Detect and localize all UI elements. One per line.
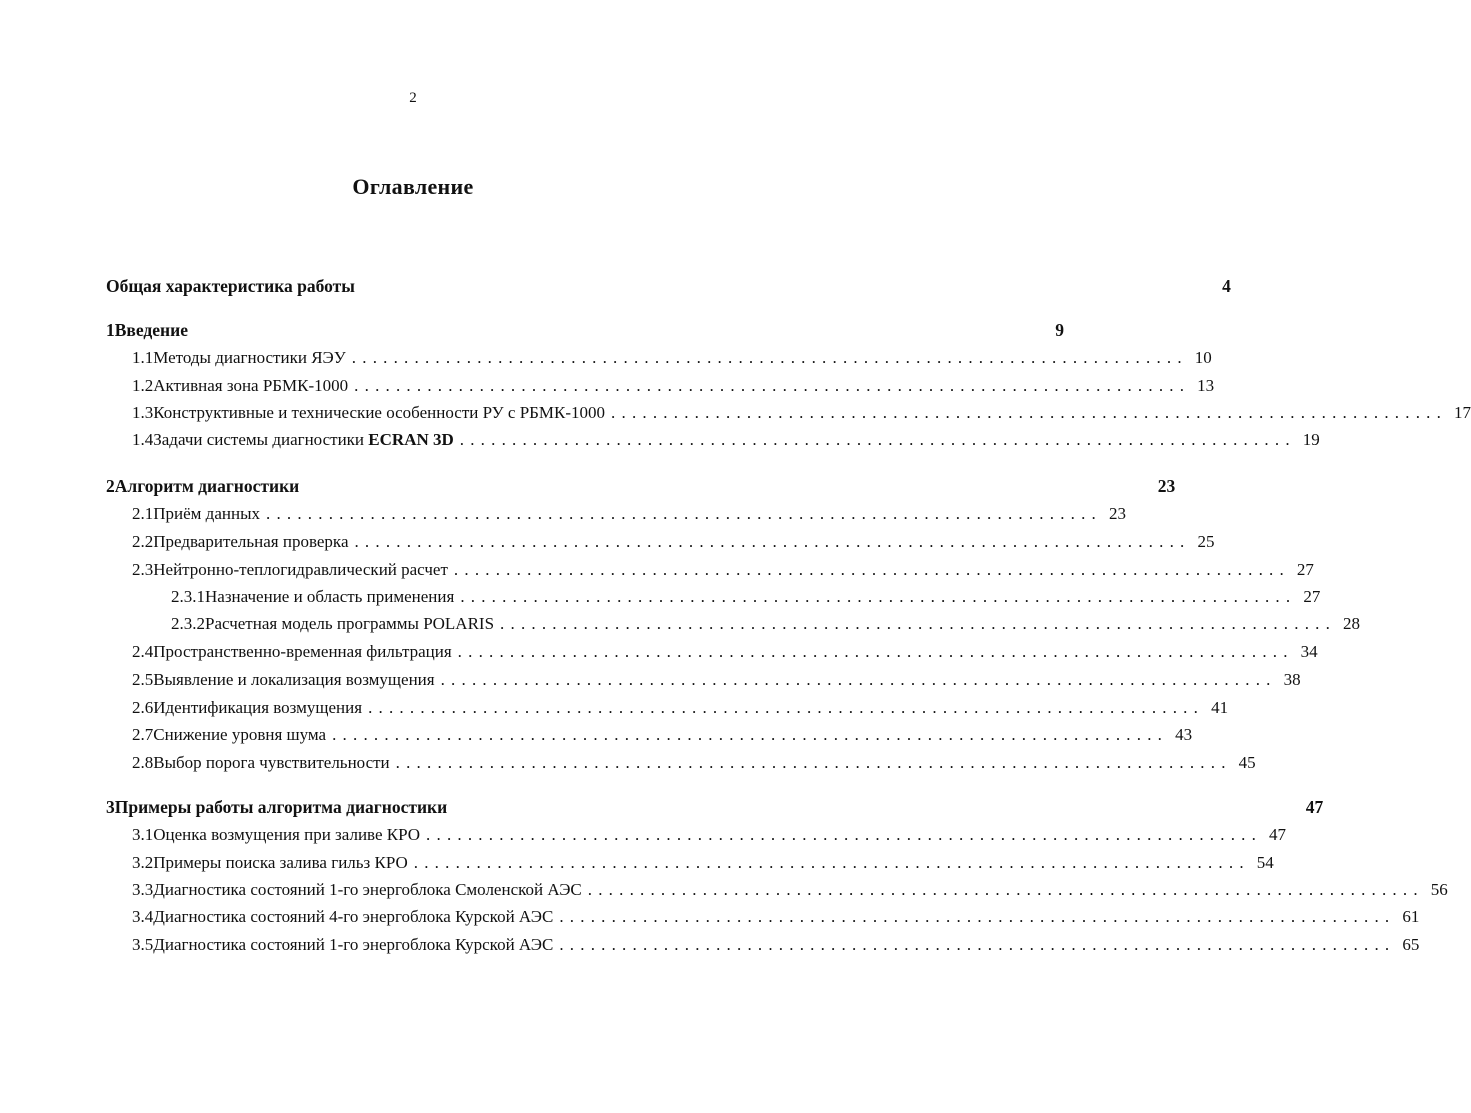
entry-page-number: 47 [1269,825,1287,844]
toc-chapter-entry [106,275,1231,297]
entry-title: Конструктивные и технические особенности РУ с РБМК-1000 [153,403,606,422]
toc-section-entry [132,852,1274,874]
toc-section-entry [132,934,1420,956]
dot-leader: ................................................................................ [559,935,1396,954]
toc-section-entry [132,752,1256,774]
entry-title: Диагностика состояний 4-го энергоблока Курской АЭС [153,907,554,926]
entry-number: 2.2 [132,532,154,551]
dot-leader: ................................................................................ [395,753,1232,772]
toc-chapter-entry [106,796,1324,818]
dot-leader: ................................................................................ [611,403,1448,422]
toc-section-entry [132,879,1448,901]
toc-section-entry [132,697,1229,719]
entry-page-number: 23 [1157,476,1176,496]
dot-leader: ................................................................................ [559,907,1396,926]
toc-subsection-entry [171,613,1361,635]
dot-leader: ................................................................................ [332,725,1169,744]
entry-number: 1.4 [132,430,154,449]
toc-subsection-entry [171,586,1321,608]
dot-leader: ................................................................................ [460,587,1297,606]
entry-page-number: 19 [1302,430,1320,449]
toc-section-entry [132,559,1314,581]
entry-page-number: 56 [1430,880,1448,899]
dot-leader: ................................................................................ [368,698,1205,717]
entry-number: 2.3 [132,560,154,579]
entry-number: 1.1 [132,348,154,367]
toc-section-entry [132,531,1215,553]
entry-title: Оценка возмущения при заливе КРО [153,825,421,844]
entry-page-number: 28 [1343,614,1361,633]
entry-page-number: 4 [1222,276,1231,296]
entry-title: Алгоритм диагностики [114,476,300,496]
entry-number: 3.3 [132,880,154,899]
entry-page-number: 45 [1238,753,1256,772]
entry-number: 2 [106,476,115,496]
toc-section-entry [132,375,1215,397]
dot-leader: ................................................................................ [354,376,1191,395]
toc-title: Оглавление [352,174,474,199]
entry-title: Задачи системы диагностики [153,430,365,449]
toc-section-entry [132,669,1301,691]
toc-section-entry [132,824,1287,846]
entry-page-number: 13 [1197,376,1215,395]
entry-page-number: 65 [1402,935,1420,954]
toc-section-entry [132,503,1126,525]
entry-title: Расчетная модель программы POLARIS [205,614,495,633]
entry-page-number: 61 [1402,907,1420,926]
entry-title: Примеры работы алгоритма диагностики [114,797,448,817]
entry-title: Диагностика состояний 1-го энергоблока Курской АЭС [153,935,554,954]
entry-title: Приём данных [153,504,260,523]
entry-number: 2.7 [132,725,154,744]
entry-title: Идентификация возмущения [153,698,363,717]
dot-leader: ................................................................................ [413,853,1250,872]
dot-leader: ................................................................................ [587,880,1424,899]
dot-leader: ................................................................................ [354,532,1191,551]
toc-section-entry [132,906,1420,928]
entry-title: Нейтронно-теплогидравлический расчет [153,560,448,579]
toc-section-entry [132,641,1318,663]
entry-title: Методы диагностики ЯЭУ [153,348,346,367]
page-number: 2 [409,90,417,106]
entry-page-number: 38 [1283,670,1301,689]
entry-title: Введение [114,320,188,340]
entry-number: 3.5 [132,935,154,954]
dot-leader: ................................................................................ [351,348,1188,367]
entry-number: 2.3.1 [171,587,205,606]
entry-number: 1.3 [132,403,154,422]
entry-page-number: 17 [1454,403,1471,422]
entry-title: Выбор порога чувствительности [153,753,390,772]
entry-number: 2.1 [132,504,154,523]
entry-number: 2.4 [132,642,154,661]
entry-page-number: 25 [1197,532,1215,551]
dot-leader: ................................................................................ [426,825,1263,844]
dot-leader: ................................................................................ [457,642,1294,661]
entry-title: Пространственно-временная фильтрация [153,642,452,661]
dot-leader: ................................................................................ [440,670,1277,689]
entry-title: Выявление и локализация возмущения [153,670,435,689]
entry-page-number: 23 [1109,504,1126,523]
entry-number: 1 [106,320,115,340]
toc-section-entry [132,347,1212,369]
entry-page-number: 34 [1300,642,1318,661]
entry-page-number: 10 [1194,348,1212,367]
entry-title: Диагностика состояний 1-го энергоблока Смоленской АЭС [153,880,582,899]
toc-section-entry [132,724,1193,746]
entry-page-number: 47 [1305,797,1324,817]
dot-leader: ................................................................................ [453,560,1290,579]
entry-number: 2.6 [132,698,154,717]
entry-title: Активная зона РБМК-1000 [153,376,349,395]
entry-page-number: 41 [1211,698,1229,717]
dot-leader: ................................................................................ [266,504,1102,523]
entry-title-bold: ECRAN 3D [368,430,454,449]
entry-number: 1.2 [132,376,154,395]
entry-page-number: 27 [1296,560,1314,579]
entry-number: 2.8 [132,753,154,772]
entry-number: 2.3.2 [171,614,205,633]
toc-chapter-entry [106,319,1064,341]
entry-page-number: 43 [1175,725,1193,744]
entry-number: 3 [106,797,115,817]
entry-title: Общая характеристика работы [106,276,355,296]
entry-number: 2.5 [132,670,154,689]
entry-title: Предварительная проверка [153,532,349,551]
entry-number: 3.4 [132,907,154,926]
dot-leader: ................................................................................ [459,430,1296,449]
toc-section-entry [132,429,1320,451]
entry-title: Снижение уровня шума [153,725,327,744]
toc-section-entry [132,402,1471,424]
entry-number: 3.1 [132,825,154,844]
entry-title: Назначение и область применения [205,587,455,606]
toc-chapter-entry [106,475,1176,497]
entry-number: 3.2 [132,853,154,872]
entry-page-number: 27 [1303,587,1321,606]
entry-page-number: 9 [1055,320,1064,340]
dot-leader: ................................................................................ [500,614,1337,633]
entry-page-number: 54 [1256,853,1274,872]
entry-title: Примеры поиска залива гильз КРО [153,853,408,872]
